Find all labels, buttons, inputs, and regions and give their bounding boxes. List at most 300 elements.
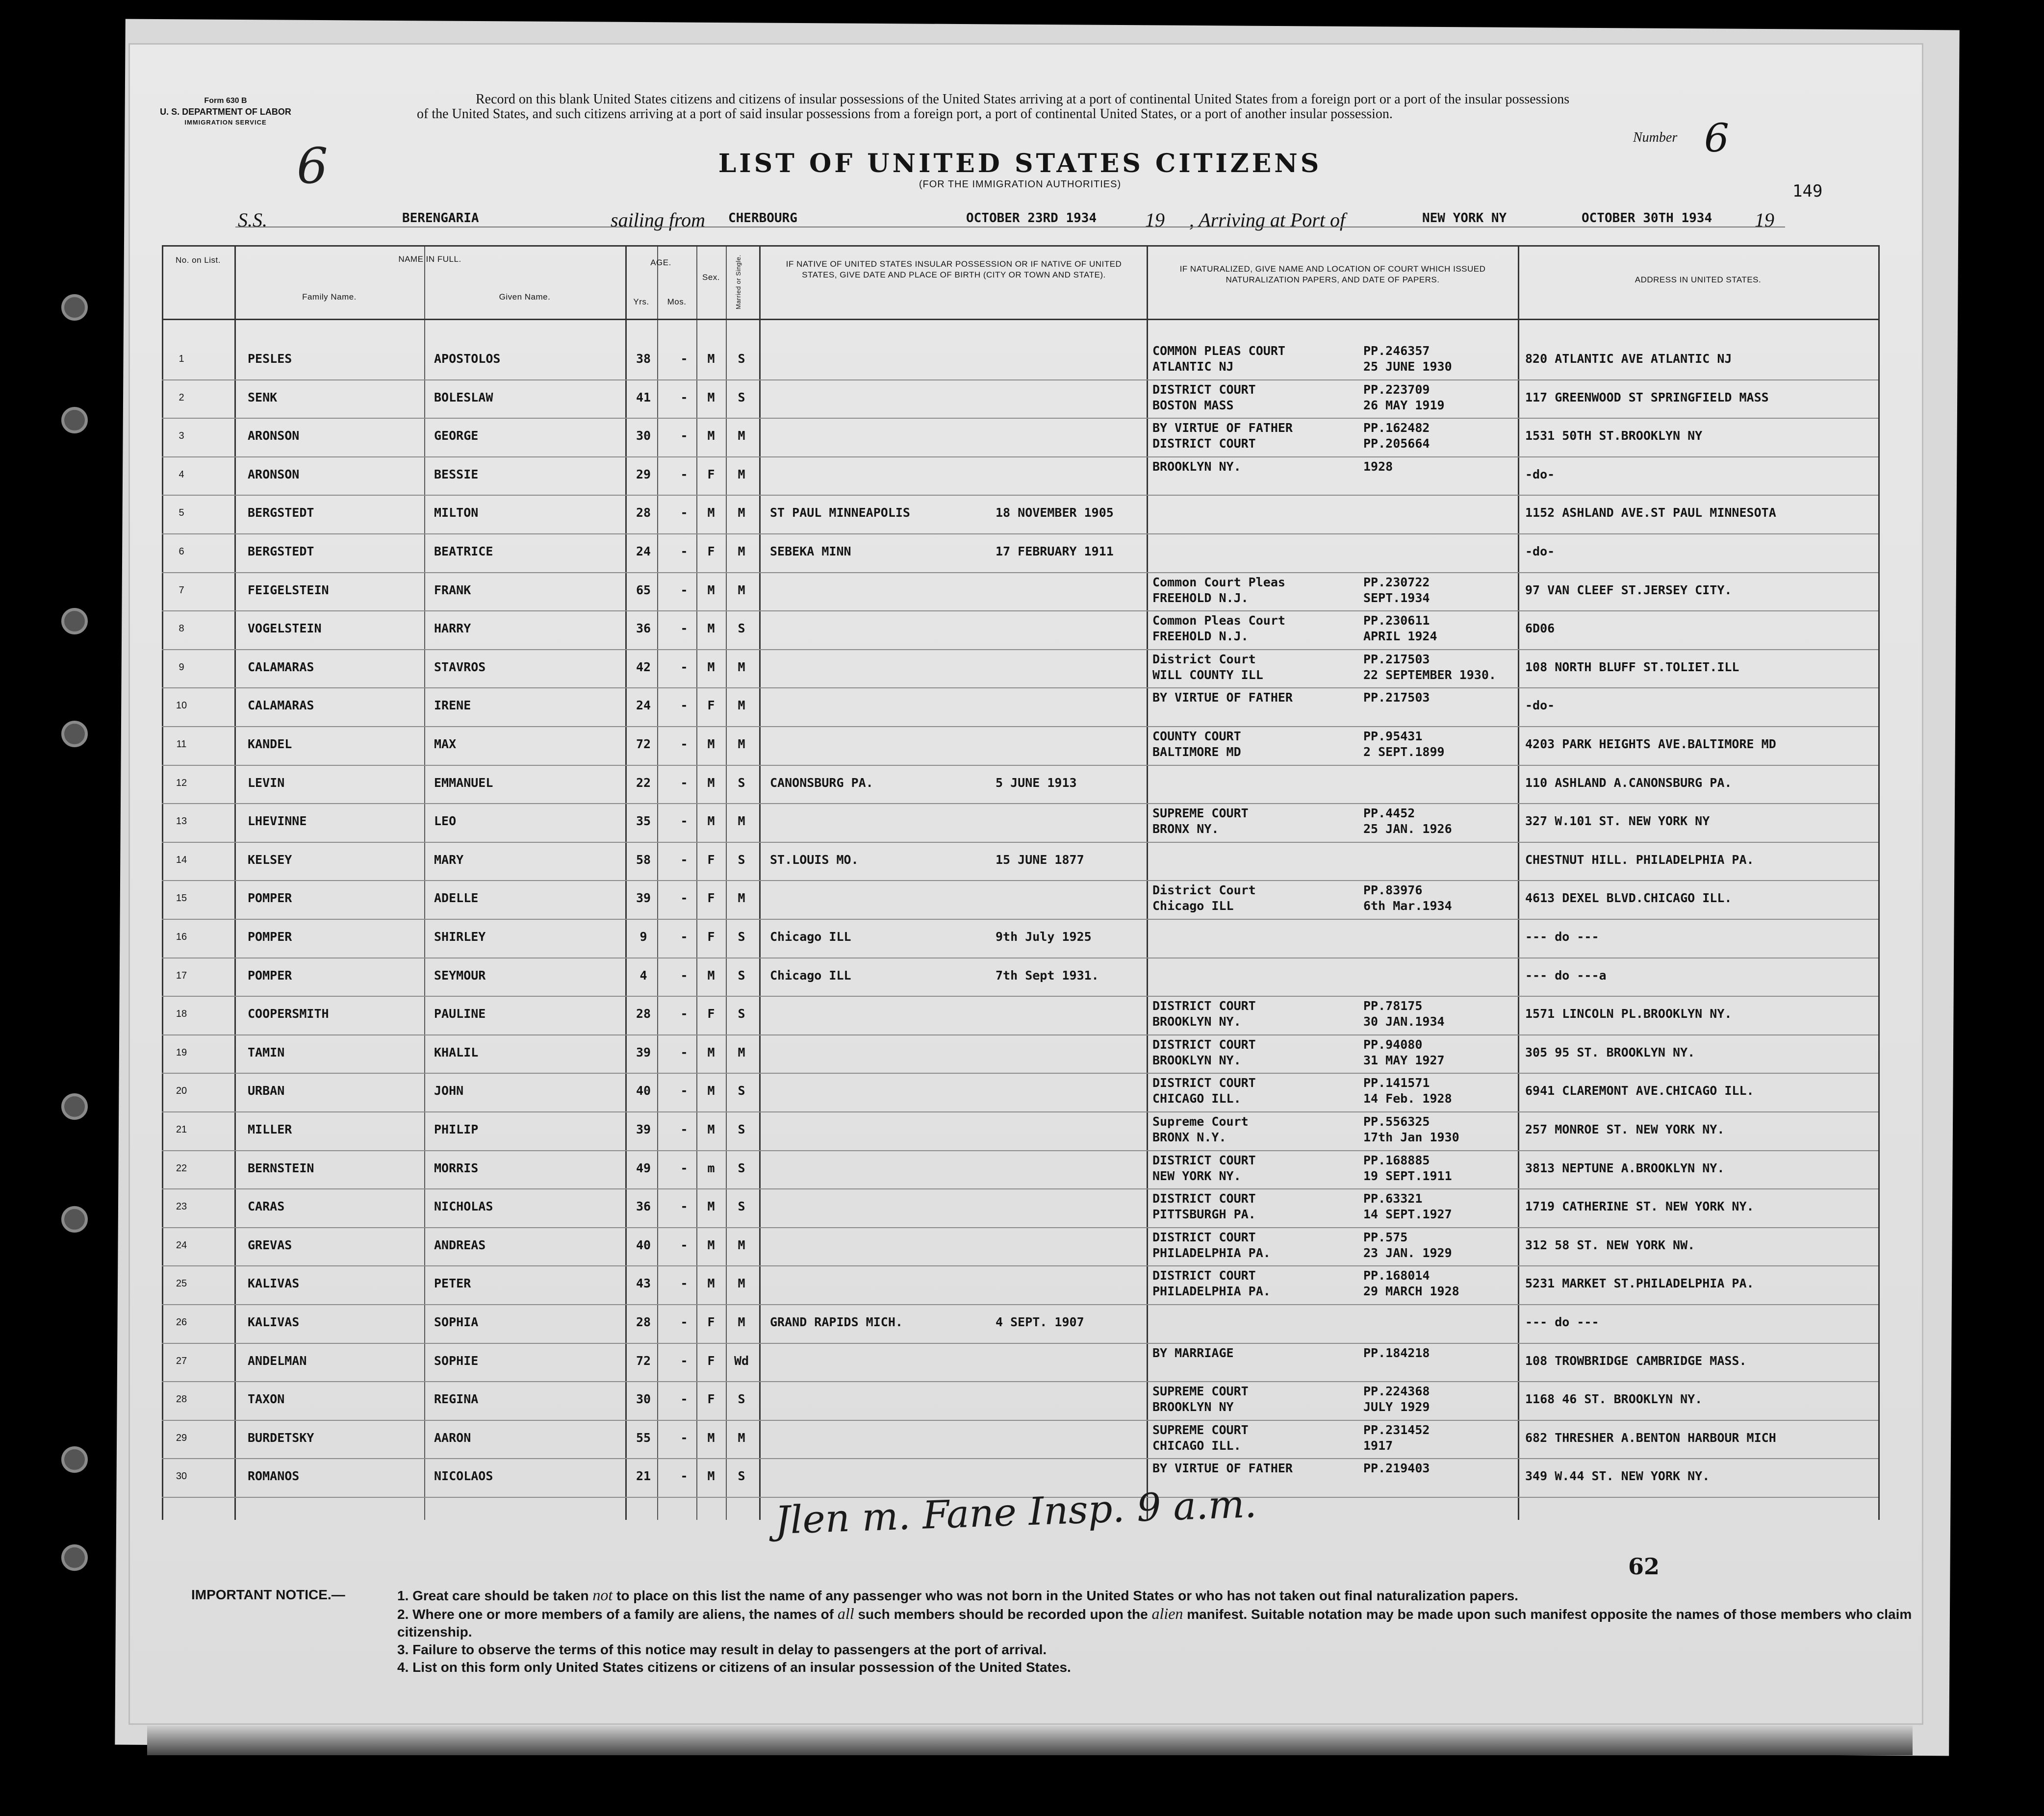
family-name: LHEVINNE <box>248 814 307 829</box>
marital-status: M <box>738 582 745 597</box>
us-address: 97 VAN CLEEF ST.JERSEY CITY. <box>1525 582 1732 597</box>
birth-place: Chicago ILL <box>770 968 851 983</box>
sex: M <box>707 1469 715 1484</box>
age-months: - <box>680 429 688 443</box>
row-number: 27 <box>176 1355 187 1366</box>
age-months: - <box>680 1469 688 1484</box>
table-row <box>162 1150 1878 1188</box>
birth-date: 18 NOVEMBER 1905 <box>996 505 1114 520</box>
court-line-2: FREEHOLD N.J. <box>1152 629 1249 644</box>
sex: F <box>707 1007 715 1021</box>
family-name: ARONSON <box>248 429 300 443</box>
age-years: 38 <box>636 352 651 366</box>
marital-status: S <box>738 352 745 366</box>
table-row <box>162 1111 1878 1150</box>
table-row <box>162 572 1878 610</box>
court-line-2: FREEHOLD N.J. <box>1152 590 1249 605</box>
family-name: VOGELSTEIN <box>248 621 322 636</box>
age-months: - <box>680 1199 688 1214</box>
punch-hole <box>61 294 88 321</box>
table-row <box>162 1073 1878 1111</box>
us-address: 349 W.44 ST. NEW YORK NY. <box>1525 1469 1710 1484</box>
notice-item <box>397 1586 1947 1605</box>
given-name: AARON <box>434 1430 471 1445</box>
age-years: 21 <box>636 1469 651 1484</box>
age-years: 36 <box>636 1199 651 1214</box>
us-address: 5231 MARKET ST.PHILADELPHIA PA. <box>1525 1276 1754 1291</box>
given-name: PETER <box>434 1276 471 1291</box>
marital-status: S <box>738 1084 745 1098</box>
age-years: 4 <box>639 968 647 983</box>
page-title: LIST OF UNITED STATES CITIZENS <box>718 149 1322 178</box>
paper-line-1: PP.83976 <box>1363 883 1423 898</box>
given-name: ADELLE <box>434 891 479 906</box>
form-identifier <box>147 96 304 128</box>
paper-line-1: PP.141571 <box>1363 1076 1430 1090</box>
court-line-2: CHICAGO ILL. <box>1152 1091 1241 1106</box>
court-line-1: DISTRICT COURT <box>1152 999 1256 1013</box>
marital-status: S <box>738 968 745 983</box>
age-years: 42 <box>636 659 651 674</box>
age-months: - <box>680 1392 688 1407</box>
given-name: MARY <box>434 852 464 867</box>
court-line-2: BOSTON MASS <box>1152 398 1234 412</box>
sex: F <box>707 930 715 944</box>
age-months: - <box>680 1237 688 1252</box>
paper-line-1: PP.575 <box>1363 1230 1408 1244</box>
form-number: Form 630 B <box>204 97 247 105</box>
age-years: 72 <box>636 737 651 751</box>
given-name: PHILIP <box>434 1122 479 1136</box>
birth-date: 7th Sept 1931. <box>996 968 1099 983</box>
row-number: 21 <box>176 1124 187 1135</box>
form-instructions: Record on this blank United States citizens and citizens of insular possessions of the United States arriving at a port of continental United States from a foreign port or a port of the insular possessions of the United States, and such citizens arriving at a port of said insular possessions from a foreign port, a port of continental United States, or a port of another insular possession. <box>417 92 1570 122</box>
notice-item <box>397 1605 1947 1641</box>
age-years: 49 <box>636 1160 651 1175</box>
punch-hole <box>61 1544 88 1571</box>
age-months: - <box>680 814 688 829</box>
notice-text: to place on this list the name of any passenger who was not born in the United States or who has not taken out final naturalization papers. <box>616 1588 1518 1603</box>
age-years: 28 <box>636 1007 651 1021</box>
given-name: NICOLAOS <box>434 1469 493 1484</box>
age-years: 36 <box>636 621 651 636</box>
sex: m <box>707 1160 715 1175</box>
given-name: SEYMOUR <box>434 968 486 983</box>
table-row <box>162 803 1878 841</box>
age-months: - <box>680 1007 688 1021</box>
notice-text: 1. Great care should be taken <box>397 1588 589 1603</box>
ss-label: S.S. <box>238 209 267 231</box>
family-name: CALAMARAS <box>248 698 314 713</box>
row-number: 5 <box>179 507 184 519</box>
court-line-1: BY VIRTUE OF FATHER <box>1152 1461 1293 1476</box>
court-line-1: SUPREME COURT <box>1152 806 1249 821</box>
row-number: 6 <box>179 546 184 557</box>
us-address: 820 ATLANTIC AVE ATLANTIC NJ <box>1525 352 1732 366</box>
given-name: MORRIS <box>434 1160 479 1175</box>
sex: M <box>707 429 715 443</box>
birth-place: CANONSBURG PA. <box>770 775 873 790</box>
family-name: KANDEL <box>248 737 292 751</box>
row-number: 23 <box>176 1201 187 1212</box>
marital-status: M <box>738 429 745 443</box>
us-address: 327 W.101 ST. NEW YORK NY <box>1525 814 1710 829</box>
ship-name: BERENGARIA <box>402 211 479 226</box>
punch-hole <box>61 1093 88 1120</box>
stamp-number: 62 <box>1628 1553 1660 1580</box>
paper-line-1: PP.168014 <box>1363 1268 1430 1283</box>
table-row <box>162 1188 1878 1227</box>
family-name: POMPER <box>248 891 292 906</box>
age-months: - <box>680 544 688 558</box>
table-row <box>162 765 1878 803</box>
court-line-1: Common Court Pleas <box>1152 575 1285 589</box>
age-months: - <box>680 1122 688 1136</box>
birth-place: Chicago ILL <box>770 930 851 944</box>
sailing-label: sailing from <box>611 209 705 231</box>
age-months: - <box>680 930 688 944</box>
punch-hole <box>61 721 88 747</box>
paper-line-1: PP.4452 <box>1363 806 1415 821</box>
table-row <box>162 341 1878 379</box>
paper-line-1: PP.63321 <box>1363 1191 1423 1206</box>
birth-place: GRAND RAPIDS MICH. <box>770 1315 903 1329</box>
age-months: - <box>680 1315 688 1329</box>
notice-text: 2. Where one or more members of a family are aliens, the names of <box>397 1607 834 1622</box>
court-line-1: Supreme Court <box>1152 1114 1249 1129</box>
age-months: - <box>680 390 688 404</box>
age-years: 55 <box>636 1430 651 1445</box>
sex: M <box>707 390 715 404</box>
row-number: 18 <box>176 1009 187 1020</box>
age-months: - <box>680 968 688 983</box>
header-yrs: Yrs. <box>633 297 649 306</box>
given-name: REGINA <box>434 1392 479 1407</box>
sex: M <box>707 1237 715 1252</box>
paper-line-2: JULY 1929 <box>1363 1400 1430 1414</box>
given-name: SHIRLEY <box>434 930 486 944</box>
sex: M <box>707 621 715 636</box>
row-number: 2 <box>179 392 184 403</box>
us-address: --- do ---a <box>1525 968 1607 983</box>
port-to: NEW YORK NY <box>1422 211 1507 226</box>
us-address: -do- <box>1525 467 1555 481</box>
punch-hole <box>61 1206 88 1233</box>
sex: F <box>707 852 715 867</box>
row-number: 14 <box>176 854 187 865</box>
row-number: 28 <box>176 1394 187 1405</box>
paper-line-1: PP.224368 <box>1363 1384 1430 1399</box>
age-years: 28 <box>636 505 651 520</box>
us-address: 682 THRESHER A.BENTON HARBOUR MICH <box>1525 1430 1776 1445</box>
paper-line-2: 23 JAN. 1929 <box>1363 1245 1452 1260</box>
row-number: 1 <box>179 353 184 364</box>
age-years: 30 <box>636 429 651 443</box>
age-months: - <box>680 621 688 636</box>
notice-emphasis: alien <box>1151 1605 1183 1622</box>
us-address: 1531 50TH ST.BROOKLYN NY <box>1525 429 1703 443</box>
court-line-1: DISTRICT COURT <box>1152 1076 1256 1090</box>
us-address: 6D06 <box>1525 621 1555 636</box>
marital-status: M <box>738 737 745 751</box>
table-row <box>162 996 1878 1034</box>
paper-line-1: PP.223709 <box>1363 382 1430 397</box>
service-name: IMMIGRATION SERVICE <box>184 119 267 126</box>
birth-date: 5 JUNE 1913 <box>996 775 1077 790</box>
paper-line-2: 31 MAY 1927 <box>1363 1053 1445 1067</box>
paper-line-1: PP.94080 <box>1363 1037 1423 1052</box>
court-line-2: PHILADELPHIA PA. <box>1152 1245 1271 1260</box>
given-name: SOPHIE <box>434 1353 479 1368</box>
family-name: ROMANOS <box>248 1469 300 1484</box>
marital-status: S <box>738 1199 745 1214</box>
court-line-1: SUPREME COURT <box>1152 1422 1249 1437</box>
header-no-on-list: No. on List. <box>176 255 221 265</box>
header-family-name: Family Name. <box>302 292 357 302</box>
age-years: 28 <box>636 1315 651 1329</box>
header-married-single: Married or Single. <box>735 254 742 309</box>
port-from: CHERBOURG <box>728 211 797 226</box>
given-name: ANDREAS <box>434 1237 486 1252</box>
table-row <box>162 610 1878 649</box>
us-address: 108 NORTH BLUFF ST.TOLIET.ILL <box>1525 659 1739 674</box>
age-months: - <box>680 582 688 597</box>
notice-text: such members should be recorded upon the <box>858 1607 1148 1622</box>
marital-status: S <box>738 1007 745 1021</box>
family-name: CARAS <box>248 1199 285 1214</box>
paper-line-1: PP.230611 <box>1363 613 1430 628</box>
court-line-2: Chicago ILL <box>1152 899 1234 913</box>
marital-status: Wd <box>734 1353 749 1368</box>
given-name: MAX <box>434 737 457 751</box>
given-name: EMMANUEL <box>434 775 493 790</box>
sex: F <box>707 544 715 558</box>
given-name: HARRY <box>434 621 471 636</box>
given-name: LEO <box>434 814 457 829</box>
age-years: 24 <box>636 544 651 558</box>
paper-line-2: 2 SEPT.1899 <box>1363 745 1445 759</box>
given-name: NICHOLAS <box>434 1199 493 1214</box>
family-name: BERGSTEDT <box>248 544 314 558</box>
court-line-1: BY VIRTUE OF FATHER <box>1152 690 1293 705</box>
given-name: STAVROS <box>434 659 486 674</box>
row-number: 30 <box>176 1471 187 1482</box>
table-row <box>162 495 1878 533</box>
marital-status: M <box>738 891 745 906</box>
paper-line-2: 19 SEPT.1911 <box>1363 1168 1452 1183</box>
paper-line-2: 14 SEPT.1927 <box>1363 1207 1452 1222</box>
court-line-1: DISTRICT COURT <box>1152 1037 1256 1052</box>
family-name: SENK <box>248 390 278 404</box>
marital-status: S <box>738 390 745 404</box>
court-line-2: BALTIMORE MD <box>1152 745 1241 759</box>
notice-item: 3. Failure to observe the terms of this notice may result in delay to passengers at the port of arrival. <box>397 1642 1047 1657</box>
header-address: ADDRESS IN UNITED STATES. <box>1635 275 1762 284</box>
number-label: Number <box>1633 130 1678 145</box>
court-line-2: CHICAGO ILL. <box>1152 1438 1241 1453</box>
table-row <box>162 726 1878 764</box>
paper-line-1: PP.168885 <box>1363 1153 1430 1167</box>
age-years: 9 <box>639 930 647 944</box>
age-months: - <box>680 1160 688 1175</box>
age-months: - <box>680 1084 688 1098</box>
given-name: GEORGE <box>434 429 479 443</box>
paper-line-2: 17th Jan 1930 <box>1363 1130 1459 1144</box>
family-name: ARONSON <box>248 467 300 481</box>
sex: M <box>707 775 715 790</box>
header-rule <box>162 245 1878 247</box>
marital-status: M <box>738 1315 745 1329</box>
court-line-1: DISTRICT COURT <box>1152 1230 1256 1244</box>
marital-status: M <box>738 659 745 674</box>
notice-text: manifest. Suitable notation may be made upon such manifest opposite the names of those members who claim citizenship. <box>397 1607 1912 1639</box>
sex: M <box>707 1084 715 1098</box>
family-name: POMPER <box>248 968 292 983</box>
paper-line-1: PP.95431 <box>1363 729 1423 743</box>
us-address: --- do --- <box>1525 1315 1599 1329</box>
court-line-1: District Court <box>1152 652 1256 666</box>
row-number: 13 <box>176 816 187 827</box>
us-address: 6941 CLAREMONT AVE.CHICAGO ILL. <box>1525 1084 1754 1098</box>
punch-hole <box>61 1446 88 1473</box>
row-number: 25 <box>176 1278 187 1289</box>
table-row <box>162 456 1878 495</box>
given-name: APOSTOLOS <box>434 352 501 366</box>
age-months: - <box>680 1430 688 1445</box>
court-line-2: ATLANTIC NJ <box>1152 359 1234 374</box>
arrival-year-label: 19 <box>1755 209 1774 231</box>
age-years: 39 <box>636 1045 651 1059</box>
age-months: - <box>680 659 688 674</box>
table-row <box>162 958 1878 996</box>
us-address: 1152 ASHLAND AVE.ST PAUL MINNESOTA <box>1525 505 1776 520</box>
age-years: 24 <box>636 698 651 713</box>
age-years: 43 <box>636 1276 651 1291</box>
court-line-2: WILL COUNTY ILL <box>1152 667 1263 682</box>
sex: M <box>707 352 715 366</box>
row-number: 17 <box>176 970 187 981</box>
age-years: 40 <box>636 1237 651 1252</box>
us-address: 1168 46 ST. BROOKLYN NY. <box>1525 1392 1703 1407</box>
departure-date: OCTOBER 23RD 1934 <box>966 211 1097 226</box>
paper-line-1: 1928 <box>1363 459 1393 474</box>
age-years: 58 <box>636 852 651 867</box>
row-number: 10 <box>176 700 187 711</box>
sex: F <box>707 1392 715 1407</box>
inspector-signature: Jlen m. Fane Insp. 9 a.m. <box>774 1482 1257 1543</box>
sex: M <box>707 505 715 520</box>
page-number: 149 <box>1792 181 1823 201</box>
court-line-1: BY VIRTUE OF FATHER <box>1152 421 1293 435</box>
age-years: 39 <box>636 1122 651 1136</box>
table-row <box>162 1227 1878 1265</box>
us-address: CHESTNUT HILL. PHILADELPHIA PA. <box>1525 852 1754 867</box>
sex: M <box>707 1430 715 1445</box>
age-years: 72 <box>636 1353 651 1368</box>
court-line-2: BROOKLYN NY <box>1152 1400 1234 1414</box>
age-months: - <box>680 467 688 481</box>
marital-status: M <box>738 505 745 520</box>
age-months: - <box>680 891 688 906</box>
sex: M <box>707 1045 715 1059</box>
header-given-name: Given Name. <box>499 292 551 302</box>
paper-line-2: 26 MAY 1919 <box>1363 398 1445 412</box>
header-age: AGE. <box>650 258 671 267</box>
given-name: SOPHIA <box>434 1315 479 1329</box>
marital-status: S <box>738 1392 745 1407</box>
sex: M <box>707 1122 715 1136</box>
court-line-1: SUPREME COURT <box>1152 1384 1249 1399</box>
age-years: 30 <box>636 1392 651 1407</box>
table-row <box>162 1304 1878 1342</box>
sex: F <box>707 698 715 713</box>
row-number: 20 <box>176 1085 187 1097</box>
table-row <box>162 418 1878 456</box>
us-address: 117 GREENWOOD ST SPRINGFIELD MASS <box>1525 390 1769 404</box>
family-name: KALIVAS <box>248 1276 300 1291</box>
sex: F <box>707 467 715 481</box>
us-address: 257 MONROE ST. NEW YORK NY. <box>1525 1122 1725 1136</box>
paper-line-1: PP.184218 <box>1363 1345 1430 1360</box>
paper-line-2: 22 SEPTEMBER 1930. <box>1363 667 1496 682</box>
age-months: - <box>680 737 688 751</box>
family-name: MILLER <box>248 1122 292 1136</box>
us-address: 4613 DEXEL BLVD.CHICAGO ILL. <box>1525 891 1732 906</box>
scan-edge <box>147 1726 1913 1755</box>
paper-line-1: PP.246357 <box>1363 344 1430 358</box>
row-number: 15 <box>176 893 187 904</box>
row-number: 12 <box>176 777 187 788</box>
table-rule <box>1878 245 1880 1520</box>
us-address: 305 95 ST. BROOKLYN NY. <box>1525 1045 1695 1059</box>
table-row <box>162 1343 1878 1381</box>
table-row <box>162 842 1878 880</box>
us-address: --- do --- <box>1525 930 1599 944</box>
paper-line-2: 25 JAN. 1926 <box>1363 822 1452 836</box>
paper-line-2: 30 JAN.1934 <box>1363 1014 1445 1029</box>
sex: F <box>707 1315 715 1329</box>
sex: M <box>707 814 715 829</box>
notice-item: 4. List on this form only United States citizens or citizens of an insular possession of the United States. <box>397 1660 1071 1675</box>
court-line-1: DISTRICT COURT <box>1152 1191 1256 1206</box>
table-row <box>162 1420 1878 1458</box>
notice-label: IMPORTANT NOTICE.— <box>191 1587 345 1602</box>
age-years: 29 <box>636 467 651 481</box>
paper-line-1: PP.230722 <box>1363 575 1430 589</box>
notice-emphasis: all <box>837 1605 854 1622</box>
us-address: 1719 CATHERINE ST. NEW YORK NY. <box>1525 1199 1754 1214</box>
row-number: 26 <box>176 1317 187 1328</box>
given-name: BOLESLAW <box>434 390 493 404</box>
court-line-2: BRONX NY. <box>1152 822 1219 836</box>
family-name: BERNSTEIN <box>248 1160 314 1175</box>
sex: F <box>707 1353 715 1368</box>
table-row <box>162 379 1878 418</box>
paper-line-1: PP.162482 <box>1363 421 1430 435</box>
marital-status: M <box>738 1430 745 1445</box>
birth-date: 9th July 1925 <box>996 930 1092 944</box>
header-rule <box>162 319 1878 320</box>
court-line-2: NEW YORK NY. <box>1152 1168 1241 1183</box>
court-line-1: DISTRICT COURT <box>1152 1268 1256 1283</box>
paper-line-1: PP.217503 <box>1363 652 1430 666</box>
header-sex: Sex. <box>702 273 720 282</box>
court-line-1: Common Pleas Court <box>1152 613 1285 628</box>
marital-status: M <box>738 1045 745 1059</box>
sex: M <box>707 582 715 597</box>
given-name: JOHN <box>434 1084 464 1098</box>
row-number: 24 <box>176 1239 187 1251</box>
